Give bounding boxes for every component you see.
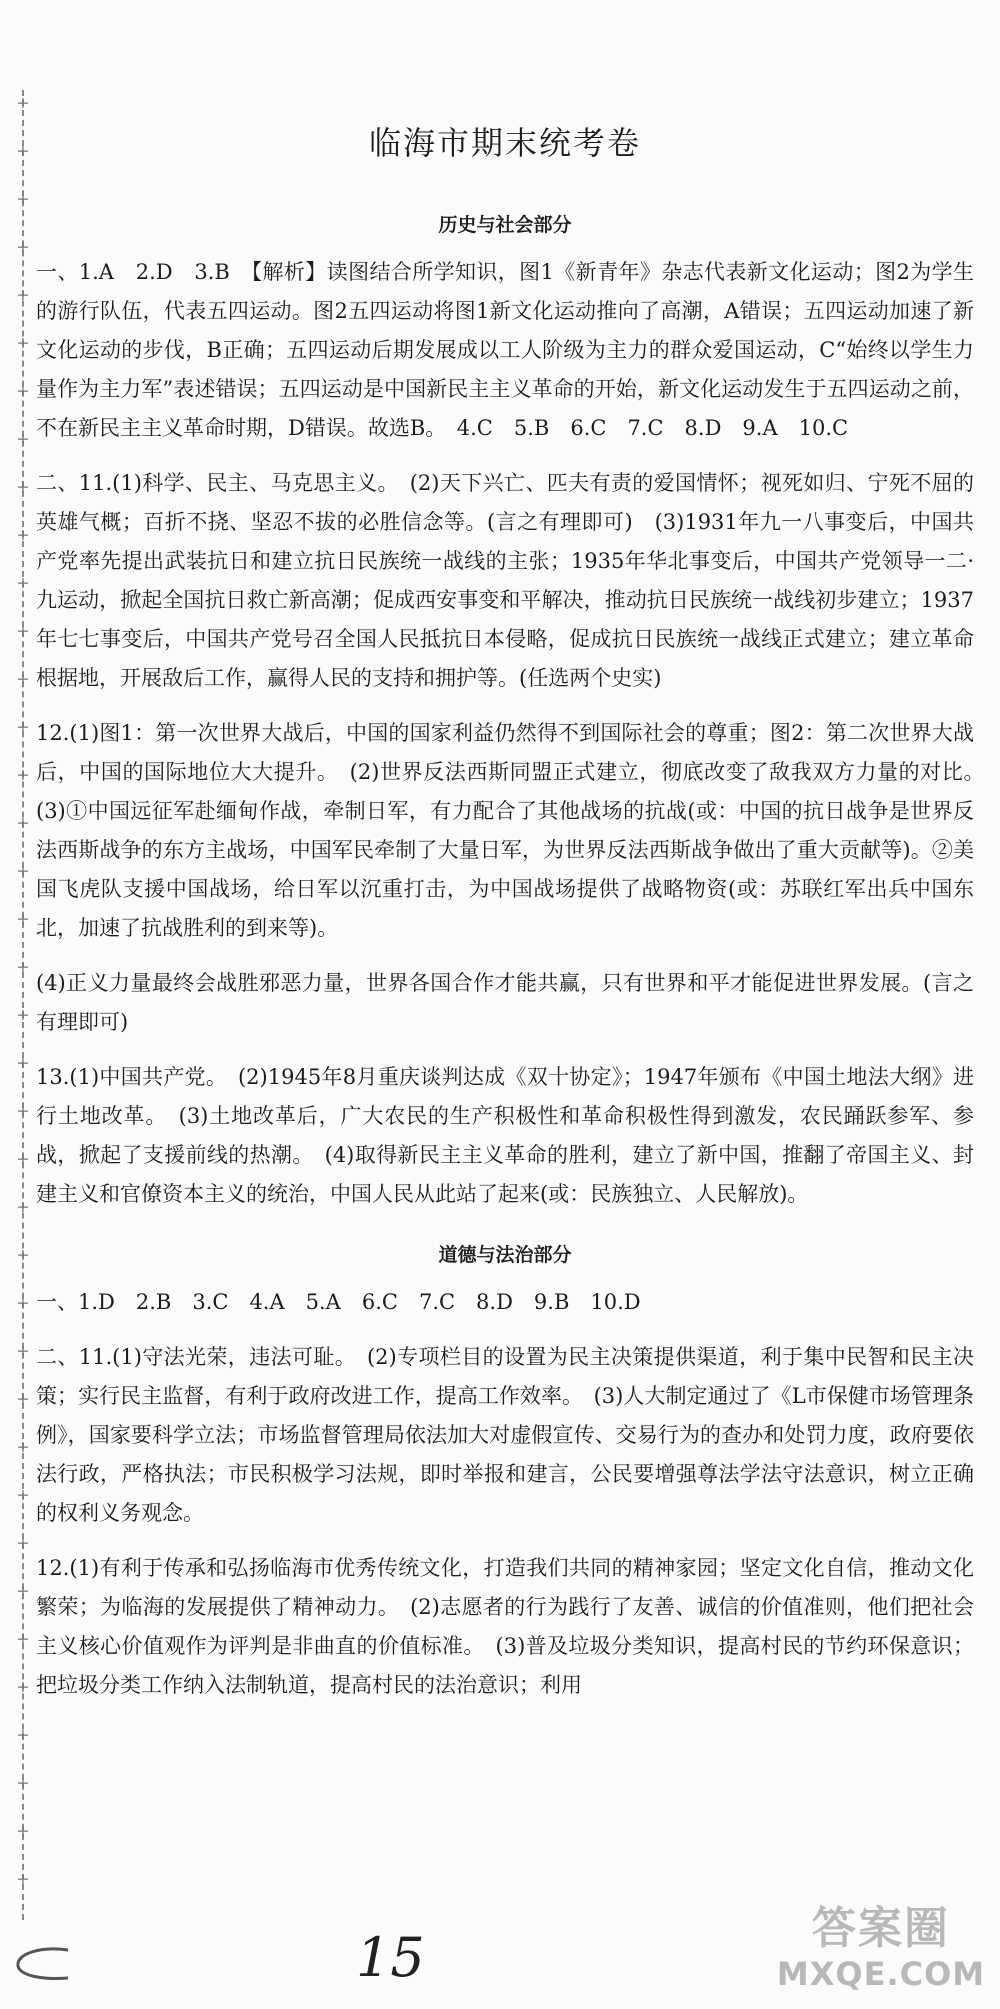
morality-answer-part1: 一、1.D 2.B 3.C 4.A 5.A 6.C 7.C 8.D 9.B 10.D [36, 1290, 641, 1314]
page-curl-mark [10, 1944, 72, 1984]
binding-tick: + [16, 1629, 30, 1648]
binding-tick: + [16, 333, 30, 352]
binding-tick: + [16, 381, 30, 400]
binding-tick: + [16, 1149, 30, 1168]
binding-tick: + [16, 1389, 30, 1408]
binding-tick: + [16, 141, 30, 160]
binding-tick: + [16, 1725, 30, 1744]
binding-tick: + [16, 525, 30, 544]
binding-tick: + [16, 1005, 30, 1024]
binding-tick: + [16, 957, 30, 976]
binding-tick: + [16, 477, 30, 496]
binding-tick: + [16, 1245, 30, 1264]
binding-tick: + [16, 1485, 30, 1504]
morality-law-heading: 道德与法治部分 [438, 1244, 572, 1266]
morality-question-12: 12.(1)有利于传承和弘扬临海市优秀传统文化，打造我们共同的精神家园；坚定文化自信，推动文化繁荣；为临海的发展提供了精神动力。 (2)志愿者的行为践行了友善、诚信的价值准则，他们把社会主义核心价值观作为评判是非曲直的价值标准。 (3)普及垃圾分类知识，提高村民的节约环保意识；把垃圾分类工作纳入法制轨道，提高村民的法治意识；利用 [36, 1556, 974, 1697]
binding-tick: + [16, 1533, 30, 1552]
binding-tick: + [16, 717, 30, 736]
binding-tick: + [16, 1869, 30, 1888]
binding-tick: + [16, 1293, 30, 1312]
binding-tick: + [16, 285, 30, 304]
history-question-12-part4: (4)正义力量最终会战胜邪恶力量，世界各国合作才能共赢，只有世界和平才能促进世界发展。(言之有理即可) [36, 971, 974, 1034]
binding-tick: + [16, 429, 30, 448]
binding-tick: + [16, 189, 30, 208]
binding-tick: + [16, 237, 30, 256]
binding-tick: + [16, 813, 30, 832]
watermark-logo: 答案圈 [812, 1903, 950, 1954]
binding-tick: + [16, 1341, 30, 1360]
binding-tick: + [16, 909, 30, 928]
binding-tick: + [16, 93, 30, 112]
morality-law-section [36, 1240, 974, 1705]
answer-page [36, 118, 995, 1721]
binding-tick: + [16, 765, 30, 784]
history-question-11: 二、11.(1)科学、民主、马克思主义。 (2)天下兴亡、匹夫有责的爱国情怀；视死如归、宁死不屈的英雄气概；百折不挠、坚忍不拔的必胜信念等。(言之有理即可) (3)1931年九一八事变后，中国共产党率先提出武装抗日和建立抗日民族统一战线的主张；1935年华北事变后，中国共产党领导一二·九运动，掀起全国抗日救亡新高潮；促成西安事变和平解决，推动抗日民族统一战线初步建立；1937年七七事变后，中国共产党号召全国人民抵抗日本侵略，促成抗日民族统一战线正式建立；建立革命根据地，开展敌后工作，赢得人民的支持和拥护等。(任选两个史实) [36, 471, 974, 690]
watermark [776, 1901, 986, 2001]
binding-tick: + [16, 1773, 30, 1792]
watermark-url: MXQE.COM [776, 1955, 986, 1993]
history-society-section [36, 210, 995, 1214]
binding-tick: + [16, 1101, 30, 1120]
binding-tick: + [16, 1053, 30, 1072]
page-title: 临海市期末统考卷 [368, 124, 641, 162]
binding-tick: + [16, 1437, 30, 1456]
morality-question-11: 二、11.(1)守法光荣，违法可耻。 (2)专项栏目的设置为民主决策提供渠道，利于集中民智和民主决策；实行民主监督，有利于政府改进工作，提高工作效率。 (3)人大制定通过了《L市保健市场管理条例》，国家要科学立法；市场监督管理局依法加大对虚假宣传、交易行为的查办和处罚力度，政府要依法行政，严格执法；市民积极学习法规，即时举报和建言，公民要增强尊法学法守法意识，树立正确的权利义务观念。 [36, 1345, 974, 1525]
binding-tick: + [16, 1821, 30, 1840]
binding-tick: + [16, 573, 30, 592]
binding-tick: + [16, 669, 30, 688]
handwritten-page-number: 15 [356, 1926, 425, 1989]
history-society-heading: 历史与社会部分 [438, 214, 572, 236]
binding-tick: + [16, 621, 30, 640]
binding-tick: + [16, 1197, 30, 1216]
binding-tick: + [16, 1677, 30, 1696]
history-answer-part1: 一、1.A 2.D 3.B 【解析】读图结合所学知识，图1《新青年》杂志代表新文化运动；图2为学生的游行队伍，代表五四运动。图2五四运动将图1新文化运动推向了高潮，A错误；五四运动加速了新文化运动的步伐，B正确；五四运动后期发展成以工人阶级为主力的群众爱国运动，C“始终以学生力量作为主力军”表述错误；五四运动是中国新民主主义革命的开始，新文化运动发生于五四运动之前，不在新民主主义革命时期，D错误。故选B。 4.C 5.B 6.C 7.C 8.D 9.A 10.C [36, 260, 974, 440]
history-question-13: 13.(1)中国共产党。 (2)1945年8月重庆谈判达成《双十协定》；1947年颁布《中国土地法大纲》进行土地改革。 (3)土地改革后，广大农民的生产积极性和革命积极性得到激发，农民踊跃参军、参战，掀起了支援前线的热潮。 (4)取得新民主主义革命的胜利，建立了新中国，推翻了帝国主义、封建主义和官僚资本主义的统治，中国人民从此站了起来(或：民族独立、人民解放)。 [36, 1065, 974, 1206]
binding-tick: + [16, 1581, 30, 1600]
binding-tick: + [16, 861, 30, 880]
history-question-12: 12.(1)图1：第一次世界大战后，中国的国家利益仍然得不到国际社会的尊重；图2：第二次世界大战后，中国的国际地位大大提升。 (2)世界反法西斯同盟正式建立，彻底改变了敌我双方力量的对比。 (3)①中国远征军赴缅甸作战，牵制日军，有力配合了其他战场的抗战(或：中国的抗日战争是世界反法西斯战争的东方主战场，中国军民牵制了大量日军，为世界反法西斯战争做出了重大贡献等)。②美国飞虎队支援中国战场，给日军以沉重打击，为中国战场提供了战略物资(或：苏联红军出兵中国东北，加速了抗战胜利的到来等)。 [36, 721, 995, 940]
